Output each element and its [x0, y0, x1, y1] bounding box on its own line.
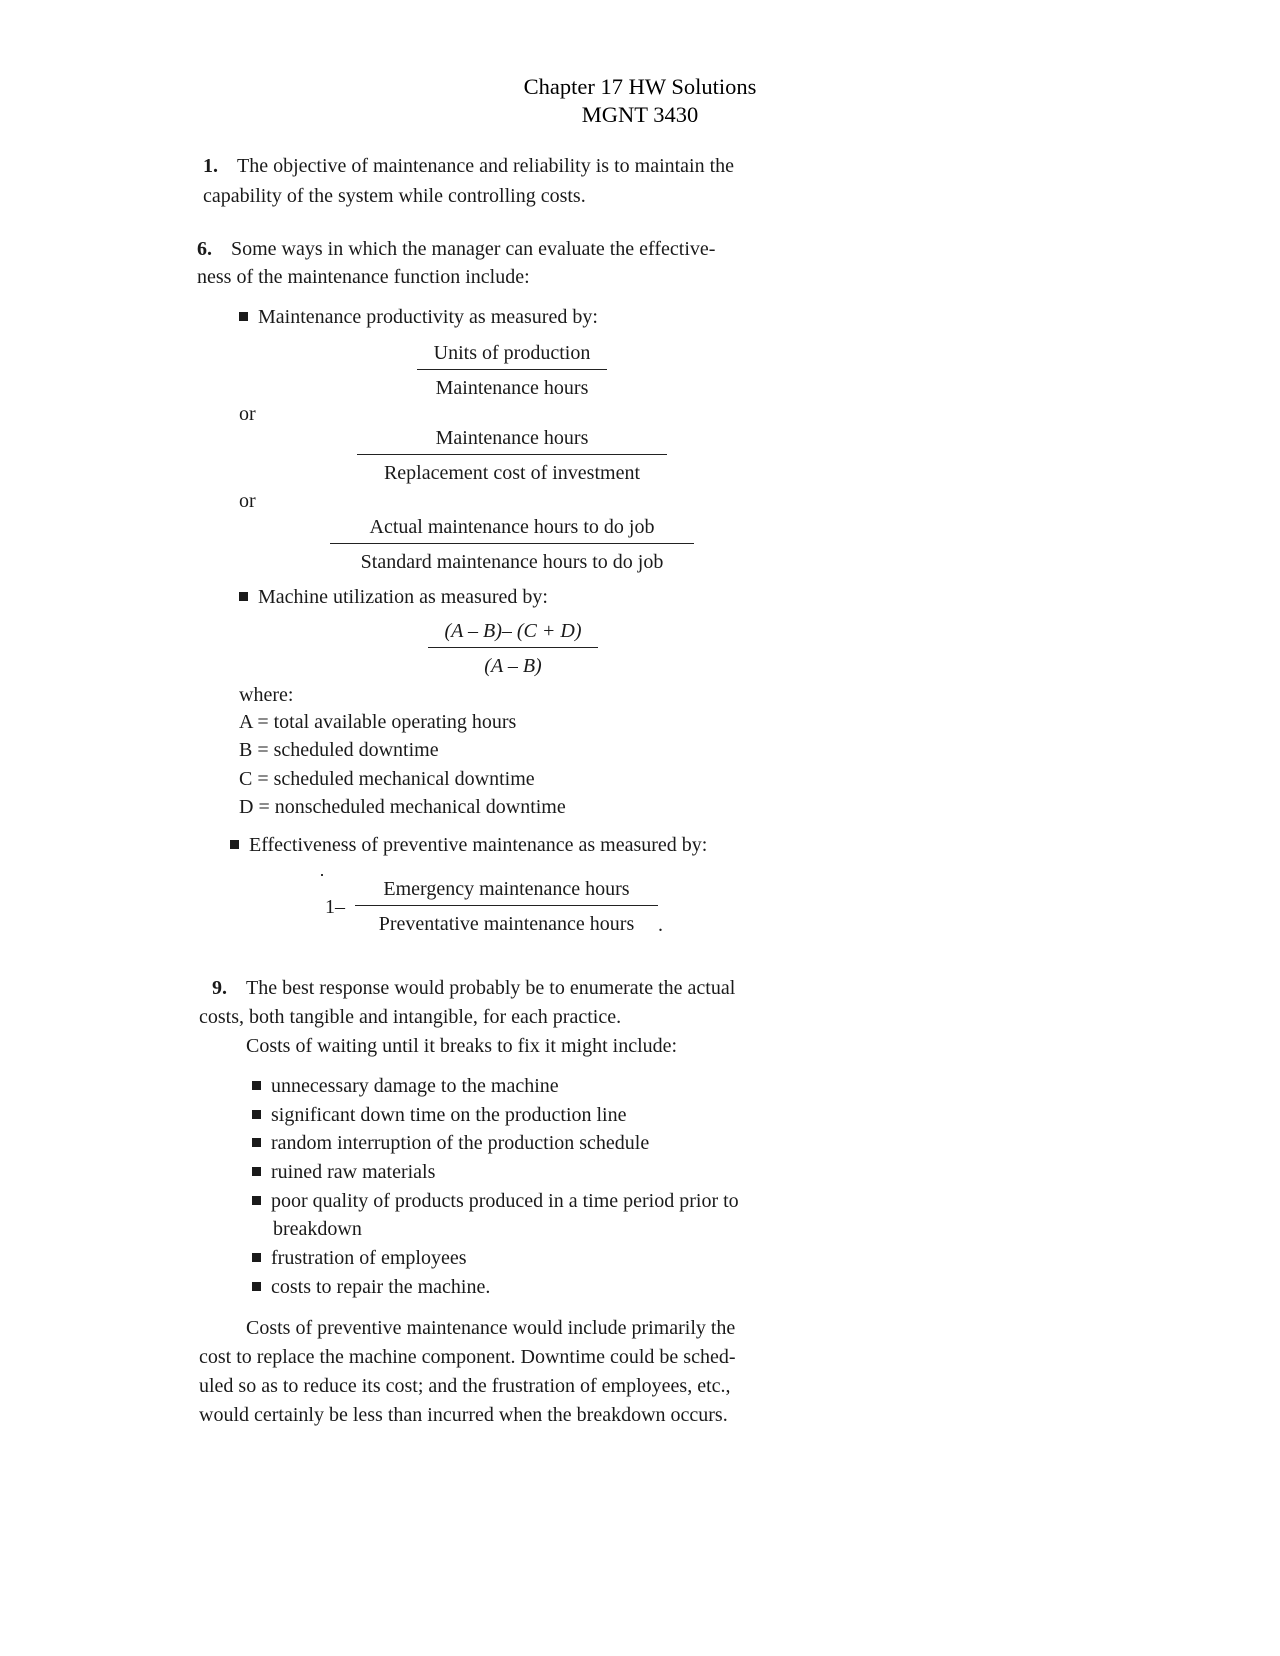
q9-number: 9. [212, 977, 227, 999]
square-bullet-icon [252, 1081, 261, 1090]
bullet-effectiveness: Effectiveness of preventive maintenance as measured by: [230, 832, 707, 858]
closing-line-4: would certainly be less than incurred when the breakdown occurs. [199, 1404, 728, 1426]
q9-line-3: Costs of waiting until it breaks to fix it might include: [246, 1035, 678, 1057]
square-bullet-icon [239, 592, 248, 601]
list-item: ruined raw materials [252, 1159, 435, 1185]
q9-line-1: 9. The best response would probably be to enumerate the actual [212, 977, 736, 999]
square-bullet-icon [252, 1253, 261, 1262]
fraction-numerator: Emergency maintenance hours [355, 876, 658, 906]
fraction-numerator: Units of production [417, 340, 607, 370]
list-item: poor quality of products produced in a time period prior to [252, 1188, 739, 1214]
fraction-period: . [658, 914, 663, 936]
closing-line-3: uled so as to reduce its cost; and the frustration of employees, etc., [199, 1375, 731, 1397]
bullet-productivity: Maintenance productivity as measured by: [239, 304, 598, 330]
list-item: unnecessary damage to the machine [252, 1073, 559, 1099]
fraction-emergency-per-preventative [355, 876, 658, 937]
list-item: random interruption of the production schedule [252, 1130, 649, 1156]
bullet-utilization: Machine utilization as measured by: [239, 584, 548, 610]
page-title: Chapter 17 HW Solutions [523, 74, 757, 99]
list-item: costs to repair the machine. [252, 1274, 490, 1300]
fraction-numerator: (A – B)– (C + D) [428, 618, 598, 648]
list-item: significant down time on the production line [252, 1102, 627, 1128]
variable-c-definition: C = scheduled mechanical downtime [239, 768, 535, 790]
square-bullet-icon [230, 840, 239, 849]
list-item: frustration of employees [252, 1245, 467, 1271]
or-label-1: or [239, 403, 256, 425]
where-label: where: [239, 684, 294, 706]
fraction-denominator: Replacement cost of investment [383, 462, 641, 484]
q6-line-2: ness of the maintenance function include: [197, 266, 530, 288]
q6-number: 6. [197, 238, 212, 260]
q1-number: 1. [203, 155, 218, 177]
or-label-2: or [239, 490, 256, 512]
variable-b-definition: B = scheduled downtime [239, 739, 439, 761]
fraction-denominator: Standard maintenance hours to do job [360, 551, 664, 573]
fraction-machine-utilization [428, 618, 598, 679]
fraction-denominator: Maintenance hours [435, 377, 589, 399]
q1-line-1: 1. The objective of maintenance and reliability is to maintain the [203, 155, 735, 177]
fraction-denominator: Preventative maintenance hours [378, 913, 635, 935]
fraction-hours-per-investment [357, 425, 667, 486]
square-bullet-icon [252, 1138, 261, 1147]
closing-line-1: Costs of preventive maintenance would include primarily the [246, 1317, 736, 1339]
stray-dot [321, 874, 323, 876]
fraction-denominator: (A – B) [484, 655, 542, 677]
fraction-units-per-hour [417, 340, 607, 401]
list-item-continuation: breakdown [273, 1218, 362, 1240]
square-bullet-icon [252, 1167, 261, 1176]
square-bullet-icon [252, 1282, 261, 1291]
fraction-numerator: Maintenance hours [357, 425, 667, 455]
square-bullet-icon [252, 1196, 261, 1205]
course-code: MGNT 3430 [581, 102, 699, 127]
variable-d-definition: D = nonscheduled mechanical downtime [239, 796, 566, 818]
square-bullet-icon [239, 312, 248, 321]
q1-line-2: capability of the system while controlling costs. [203, 185, 586, 207]
variable-a-definition: A = total available operating hours [239, 711, 517, 733]
fraction-actual-per-standard [330, 514, 694, 575]
closing-line-2: cost to replace the machine component. Downtime could be sched- [199, 1346, 736, 1368]
q6-line-1: 6. Some ways in which the manager can evaluate the effective- [197, 238, 716, 260]
fraction-prefix: 1– [325, 896, 345, 918]
q9-line-2: costs, both tangible and intangible, for each practice. [199, 1006, 622, 1028]
fraction-numerator: Actual maintenance hours to do job [330, 514, 694, 544]
square-bullet-icon [252, 1110, 261, 1119]
